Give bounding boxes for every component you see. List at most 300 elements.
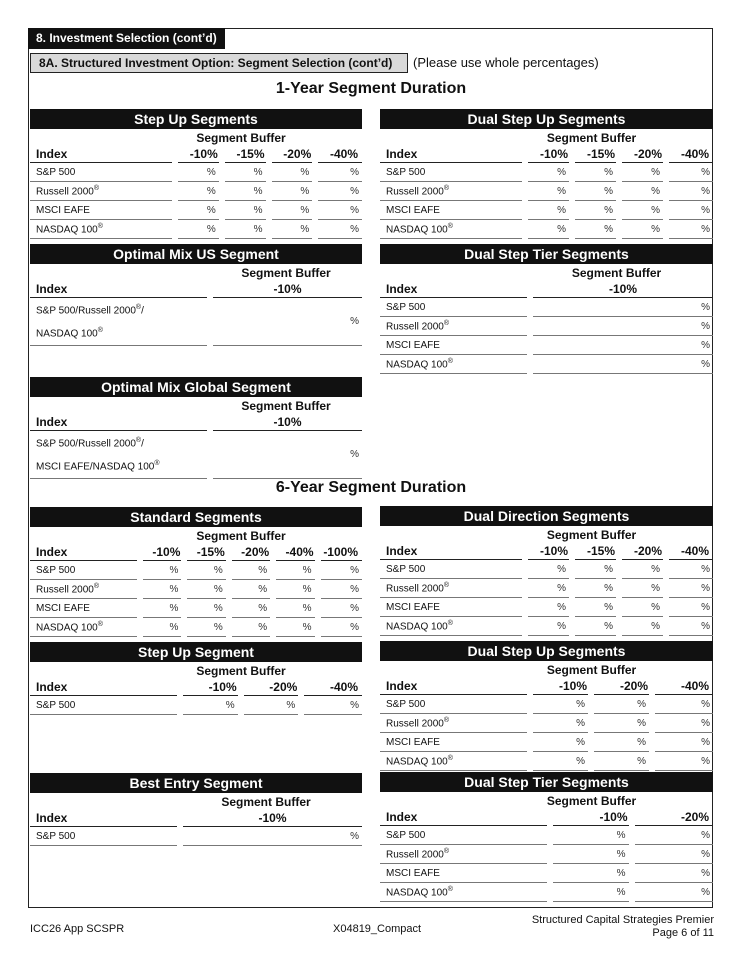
percent-input-cell[interactable]	[525, 182, 572, 201]
buffer-column-header: -15%	[572, 542, 619, 560]
panel-1y-optimal-global	[30, 377, 362, 479]
percent-input-cell[interactable]	[229, 580, 273, 599]
percent-input-cell[interactable]	[210, 431, 362, 479]
table-row	[30, 599, 362, 618]
percent-input-cell[interactable]	[550, 864, 632, 883]
percent-input-cell[interactable]	[666, 579, 713, 598]
percent-symbol: %	[637, 698, 646, 710]
percent-symbol: %	[576, 736, 585, 748]
index-name: Russell 2000®	[380, 845, 550, 864]
percent-symbol: %	[350, 602, 359, 614]
panel-title: Best Entry Segment	[30, 773, 362, 793]
percent-symbol: %	[651, 166, 660, 178]
segment-table	[380, 542, 713, 636]
percent-symbol: %	[557, 185, 566, 197]
table-row	[30, 182, 362, 201]
buffer-column-header: -15%	[184, 543, 228, 561]
percent-input-cell[interactable]	[175, 220, 222, 239]
percent-symbol: %	[169, 602, 179, 614]
percent-input-cell[interactable]	[273, 580, 317, 599]
percent-symbol: %	[213, 583, 223, 595]
index-header: Index	[30, 280, 210, 298]
percent-symbol: %	[701, 736, 710, 748]
percent-input-cell[interactable]	[666, 201, 713, 220]
buffer-column-header: -10%	[530, 280, 713, 298]
segment-buffer-label: Segment Buffer	[546, 663, 637, 677]
table-row	[380, 182, 713, 201]
buffer-column-header: -10%	[140, 543, 184, 561]
percent-symbol: %	[350, 204, 359, 216]
percent-symbol: %	[576, 755, 585, 767]
percent-symbol: %	[604, 166, 613, 178]
buffer-column-header: -20%	[269, 145, 316, 163]
percent-symbol: %	[604, 582, 613, 594]
index-name: Russell 2000®	[380, 579, 525, 598]
panel-title: Optimal Mix US Segment	[30, 244, 362, 264]
buffer-column-header: -10%	[175, 145, 222, 163]
percent-input-cell[interactable]	[184, 618, 228, 637]
panel-6y-dual-step-up	[380, 641, 713, 771]
percent-input-cell[interactable]	[525, 220, 572, 239]
percent-input-cell[interactable]	[550, 826, 632, 845]
table-header-row	[30, 145, 362, 163]
percent-input-cell[interactable]	[222, 182, 269, 201]
percent-symbol: %	[557, 223, 566, 235]
percent-input-cell[interactable]	[301, 696, 362, 715]
percent-input-cell[interactable]	[222, 220, 269, 239]
percent-input-cell[interactable]	[666, 560, 713, 579]
percent-input-cell[interactable]	[619, 598, 666, 617]
table-header-row	[380, 677, 713, 695]
percent-input-cell[interactable]	[530, 714, 591, 733]
percent-input-cell[interactable]	[572, 182, 619, 201]
table-row	[380, 336, 713, 355]
buffer-column-header: -40%	[273, 543, 317, 561]
percent-input-cell[interactable]	[666, 598, 713, 617]
panel-title: Dual Direction Segments	[380, 506, 713, 526]
buffer-column-header: -20%	[229, 543, 273, 561]
table-row	[30, 298, 362, 346]
percent-symbol: %	[213, 602, 223, 614]
buffer-column-header: -10%	[210, 280, 362, 298]
index-name: MSCI EAFE	[380, 733, 530, 752]
panel-title: Dual Step Up Segments	[380, 641, 713, 661]
panel-1y-optimal-us	[30, 244, 362, 346]
percent-symbol: %	[557, 582, 566, 594]
buffer-column-header: -40%	[652, 677, 713, 695]
table-row	[380, 695, 713, 714]
table-row	[30, 618, 362, 637]
percent-symbol: %	[651, 185, 660, 197]
percent-symbol: %	[604, 204, 613, 216]
buffer-column-header: -10%	[550, 808, 632, 826]
percent-input-cell[interactable]	[273, 618, 317, 637]
percent-input-cell[interactable]	[184, 580, 228, 599]
percent-symbol: %	[616, 848, 626, 860]
segment-buffer-label: Segment Buffer	[546, 528, 637, 542]
percent-symbol: %	[701, 698, 710, 710]
percent-input-cell[interactable]	[632, 826, 714, 845]
percent-input-cell[interactable]	[652, 733, 713, 752]
percent-input-cell[interactable]	[525, 598, 572, 617]
percent-input-cell[interactable]	[525, 579, 572, 598]
percent-input-cell[interactable]	[652, 714, 713, 733]
segment-table	[30, 280, 362, 346]
percent-symbol: %	[604, 563, 613, 575]
percent-symbol: %	[557, 601, 566, 613]
percent-input-cell[interactable]	[619, 560, 666, 579]
percent-input-cell[interactable]	[572, 579, 619, 598]
percent-input-cell[interactable]	[273, 599, 317, 618]
percent-input-cell[interactable]	[530, 733, 591, 752]
index-name-line2: NASDAQ 100®	[36, 327, 103, 340]
table-row	[380, 845, 713, 864]
index-header: Index	[380, 542, 525, 560]
index-name: Russell 2000®	[380, 317, 530, 336]
panel-1y-dual-step-tier	[380, 244, 713, 374]
buffer-column-header: -40%	[301, 678, 362, 696]
table-row	[380, 317, 713, 336]
percent-input-cell[interactable]	[229, 561, 273, 580]
percent-symbol: %	[350, 315, 359, 327]
percent-input-cell[interactable]	[591, 695, 652, 714]
index-name: MSCI EAFE	[30, 201, 175, 220]
percent-input-cell[interactable]	[619, 617, 666, 636]
index-name: S&P 500	[30, 827, 180, 846]
percent-symbol: %	[253, 223, 263, 235]
percent-symbol: %	[557, 620, 566, 632]
table-row	[30, 431, 362, 479]
percent-symbol: %	[604, 185, 613, 197]
buffer-column-header: -10%	[180, 678, 241, 696]
segment-table	[30, 809, 362, 846]
table-header-row	[380, 280, 713, 298]
percent-input-cell[interactable]	[229, 618, 273, 637]
percent-symbol: %	[169, 583, 179, 595]
percent-input-cell[interactable]	[140, 618, 184, 637]
index-name: MSCI EAFE	[380, 201, 525, 220]
percent-input-cell[interactable]	[572, 617, 619, 636]
table-row	[380, 201, 713, 220]
panel-6y-dual-step-tier	[380, 772, 713, 902]
percent-input-cell[interactable]	[140, 599, 184, 618]
percent-symbol: %	[637, 717, 646, 729]
segment-table	[380, 677, 713, 771]
index-name-line2: MSCI EAFE/NASDAQ 100®	[36, 460, 160, 473]
table-header-row	[30, 280, 362, 298]
percent-symbol: %	[206, 166, 216, 178]
segment-buffer-label: Segment Buffer	[196, 131, 286, 145]
table-row	[380, 220, 713, 239]
panel-title: Step Up Segment	[30, 642, 362, 662]
percent-input-cell[interactable]	[619, 220, 666, 239]
buffer-column-header: -10%	[530, 677, 591, 695]
buffer-column-header: -40%	[666, 542, 713, 560]
percent-symbol: %	[213, 621, 223, 633]
percent-symbol: %	[300, 204, 310, 216]
table-row	[30, 696, 362, 715]
panel-title: Dual Step Tier Segments	[380, 772, 713, 792]
footer-product	[532, 914, 714, 940]
segment-table	[30, 543, 362, 637]
percent-symbol: %	[576, 698, 585, 710]
index-name: MSCI EAFE	[380, 864, 550, 883]
percent-symbol: %	[651, 620, 660, 632]
index-header: Index	[30, 543, 140, 561]
percent-input-cell[interactable]	[318, 580, 362, 599]
percent-symbol: %	[701, 339, 710, 351]
one-year-duration-title: 1-Year Segment Duration	[275, 80, 467, 97]
index-name: NASDAQ 100®	[380, 355, 530, 374]
panel-6y-dual-direction	[380, 506, 713, 636]
buffer-column-header: -15%	[572, 145, 619, 163]
percent-symbol: %	[169, 564, 179, 576]
table-row	[380, 298, 713, 317]
footer-form-id: ICC26 App SCSPR	[30, 923, 125, 935]
index-name	[30, 431, 210, 479]
percent-input-cell[interactable]	[229, 599, 273, 618]
percent-input-cell[interactable]	[175, 182, 222, 201]
index-name: S&P 500	[380, 826, 550, 845]
percent-input-cell[interactable]	[525, 560, 572, 579]
segment-table	[30, 413, 362, 479]
percent-symbol: %	[286, 699, 296, 711]
segment-buffer-label: Segment Buffer	[241, 399, 331, 413]
segment-buffer-label: Segment Buffer	[571, 266, 662, 280]
percent-input-cell[interactable]	[315, 182, 362, 201]
percent-input-cell[interactable]	[619, 163, 666, 182]
percent-symbol: %	[253, 185, 263, 197]
percent-input-cell[interactable]	[530, 355, 713, 374]
index-name: NASDAQ 100®	[30, 220, 175, 239]
percent-input-cell[interactable]	[666, 163, 713, 182]
table-header-row	[30, 413, 362, 431]
percent-symbol: %	[701, 601, 710, 613]
panel-title: Dual Step Up Segments	[380, 109, 713, 129]
percent-symbol: %	[557, 204, 566, 216]
index-header: Index	[380, 280, 530, 298]
table-row	[380, 355, 713, 374]
percent-input-cell[interactable]	[175, 163, 222, 182]
percent-input-cell[interactable]	[530, 336, 713, 355]
panel-1y-step-up	[30, 109, 362, 239]
percent-input-cell[interactable]	[222, 163, 269, 182]
percent-symbol: %	[258, 583, 268, 595]
percent-input-cell[interactable]	[184, 561, 228, 580]
index-name: NASDAQ 100®	[380, 220, 525, 239]
percent-symbol: %	[206, 204, 216, 216]
percent-symbol: %	[701, 886, 710, 898]
buffer-column-header: -15%	[222, 145, 269, 163]
percent-symbol: %	[701, 620, 710, 632]
table-row	[380, 714, 713, 733]
percent-input-cell[interactable]	[140, 561, 184, 580]
percent-symbol: %	[701, 848, 710, 860]
index-name: S&P 500	[30, 163, 175, 182]
index-name: Russell 2000®	[380, 182, 525, 201]
index-name-line1: S&P 500/Russell 2000®/	[36, 304, 144, 317]
percent-input-cell[interactable]	[530, 298, 713, 317]
percent-symbol: %	[701, 717, 710, 729]
percent-symbol: %	[253, 204, 263, 216]
table-row	[380, 579, 713, 598]
table-row	[380, 883, 713, 902]
segment-table	[380, 280, 713, 374]
percent-symbol: %	[701, 320, 710, 332]
percent-input-cell[interactable]	[666, 220, 713, 239]
percent-input-cell[interactable]	[269, 201, 316, 220]
percent-input-cell[interactable]	[180, 827, 362, 846]
percent-input-cell[interactable]	[632, 883, 714, 902]
percent-input-cell[interactable]	[210, 298, 362, 346]
table-row	[380, 163, 713, 182]
percent-symbol: %	[616, 829, 626, 841]
table-header-row	[380, 542, 713, 560]
percent-input-cell[interactable]	[619, 182, 666, 201]
percent-input-cell[interactable]	[591, 752, 652, 771]
percent-symbol: %	[206, 185, 216, 197]
buffer-column-header: -10%	[525, 542, 572, 560]
percent-input-cell[interactable]	[318, 599, 362, 618]
percent-symbol: %	[350, 830, 359, 842]
percent-symbol: %	[637, 736, 646, 748]
percent-input-cell[interactable]	[572, 598, 619, 617]
panel-title: Standard Segments	[30, 507, 362, 527]
panel-6y-best-entry	[30, 773, 362, 846]
index-name: S&P 500	[380, 695, 530, 714]
percent-symbol: %	[258, 564, 268, 576]
percent-symbol: %	[350, 583, 359, 595]
percent-input-cell[interactable]	[184, 599, 228, 618]
percent-input-cell[interactable]	[315, 163, 362, 182]
percent-symbol: %	[616, 886, 626, 898]
percent-input-cell[interactable]	[318, 618, 362, 637]
percent-symbol: %	[604, 223, 613, 235]
panel-title: Step Up Segments	[30, 109, 362, 129]
segment-table	[30, 678, 362, 715]
six-year-duration-title: 6-Year Segment Duration	[275, 479, 467, 496]
percent-input-cell[interactable]	[525, 163, 572, 182]
table-header-row	[30, 809, 362, 827]
table-header-row	[380, 145, 713, 163]
percent-input-cell[interactable]	[530, 695, 591, 714]
percent-symbol: %	[604, 620, 613, 632]
percent-symbol: %	[651, 563, 660, 575]
percent-symbol: %	[350, 448, 359, 460]
percent-input-cell[interactable]	[180, 696, 241, 715]
percent-input-cell[interactable]	[619, 579, 666, 598]
percent-input-cell[interactable]	[269, 163, 316, 182]
percent-input-cell[interactable]	[632, 845, 714, 864]
percent-input-cell[interactable]	[652, 752, 713, 771]
percent-symbol: %	[350, 166, 359, 178]
index-name: S&P 500	[380, 163, 525, 182]
percent-input-cell[interactable]	[530, 317, 713, 336]
percent-input-cell[interactable]	[666, 182, 713, 201]
percent-input-cell[interactable]	[572, 220, 619, 239]
percent-symbol: %	[701, 829, 710, 841]
table-row	[30, 220, 362, 239]
percent-input-cell[interactable]	[619, 201, 666, 220]
index-name	[30, 298, 210, 346]
index-name: S&P 500	[30, 561, 140, 580]
segment-table	[380, 145, 713, 239]
percent-input-cell[interactable]	[572, 560, 619, 579]
percent-input-cell[interactable]	[666, 617, 713, 636]
index-name-line1: S&P 500/Russell 2000®/	[36, 437, 144, 450]
percent-symbol: %	[258, 602, 268, 614]
percent-input-cell[interactable]	[318, 561, 362, 580]
percent-input-cell[interactable]	[530, 752, 591, 771]
percent-input-cell[interactable]	[572, 201, 619, 220]
percent-input-cell[interactable]	[273, 561, 317, 580]
percent-symbol: %	[253, 166, 263, 178]
index-name: NASDAQ 100®	[380, 617, 525, 636]
section-tab: 8. Investment Selection (cont’d)	[28, 28, 225, 49]
subsection-note: (Please use whole percentages)	[413, 55, 599, 70]
percent-input-cell[interactable]	[550, 845, 632, 864]
percent-symbol: %	[701, 867, 710, 879]
percent-symbol: %	[701, 166, 710, 178]
index-name: Russell 2000®	[380, 714, 530, 733]
percent-input-cell[interactable]	[269, 182, 316, 201]
percent-input-cell[interactable]	[591, 733, 652, 752]
percent-symbol: %	[350, 185, 359, 197]
percent-input-cell[interactable]	[591, 714, 652, 733]
percent-input-cell[interactable]	[572, 163, 619, 182]
index-name: Russell 2000®	[30, 182, 175, 201]
percent-input-cell[interactable]	[525, 617, 572, 636]
percent-symbol: %	[350, 223, 359, 235]
index-name: NASDAQ 100®	[380, 752, 530, 771]
subsection-tab: 8A. Structured Investment Option: Segment Selection (cont’d)	[30, 53, 408, 73]
percent-input-cell[interactable]	[652, 695, 713, 714]
percent-input-cell[interactable]	[315, 201, 362, 220]
percent-input-cell[interactable]	[175, 201, 222, 220]
buffer-column-header: -10%	[210, 413, 362, 431]
percent-symbol: %	[701, 563, 710, 575]
index-name: MSCI EAFE	[30, 599, 140, 618]
table-row	[380, 617, 713, 636]
percent-symbol: %	[701, 582, 710, 594]
index-header: Index	[30, 145, 175, 163]
percent-input-cell[interactable]	[632, 864, 714, 883]
table-row	[380, 560, 713, 579]
percent-symbol: %	[616, 867, 626, 879]
index-name: NASDAQ 100®	[380, 883, 550, 902]
percent-input-cell[interactable]	[140, 580, 184, 599]
percent-symbol: %	[302, 602, 312, 614]
percent-symbol: %	[651, 582, 660, 594]
segment-buffer-label: Segment Buffer	[546, 794, 637, 808]
footer-page-number: Page 6 of 11	[652, 927, 714, 939]
panel-title: Dual Step Tier Segments	[380, 244, 713, 264]
percent-symbol: %	[225, 699, 235, 711]
buffer-column-header: -20%	[591, 677, 652, 695]
table-row	[380, 864, 713, 883]
percent-input-cell[interactable]	[315, 220, 362, 239]
percent-symbol: %	[701, 755, 710, 767]
percent-symbol: %	[300, 185, 310, 197]
percent-input-cell[interactable]	[525, 201, 572, 220]
percent-input-cell[interactable]	[269, 220, 316, 239]
percent-symbol: %	[350, 699, 359, 711]
segment-table	[30, 145, 362, 239]
percent-symbol: %	[302, 583, 312, 595]
percent-input-cell[interactable]	[241, 696, 302, 715]
percent-input-cell[interactable]	[550, 883, 632, 902]
percent-input-cell[interactable]	[222, 201, 269, 220]
